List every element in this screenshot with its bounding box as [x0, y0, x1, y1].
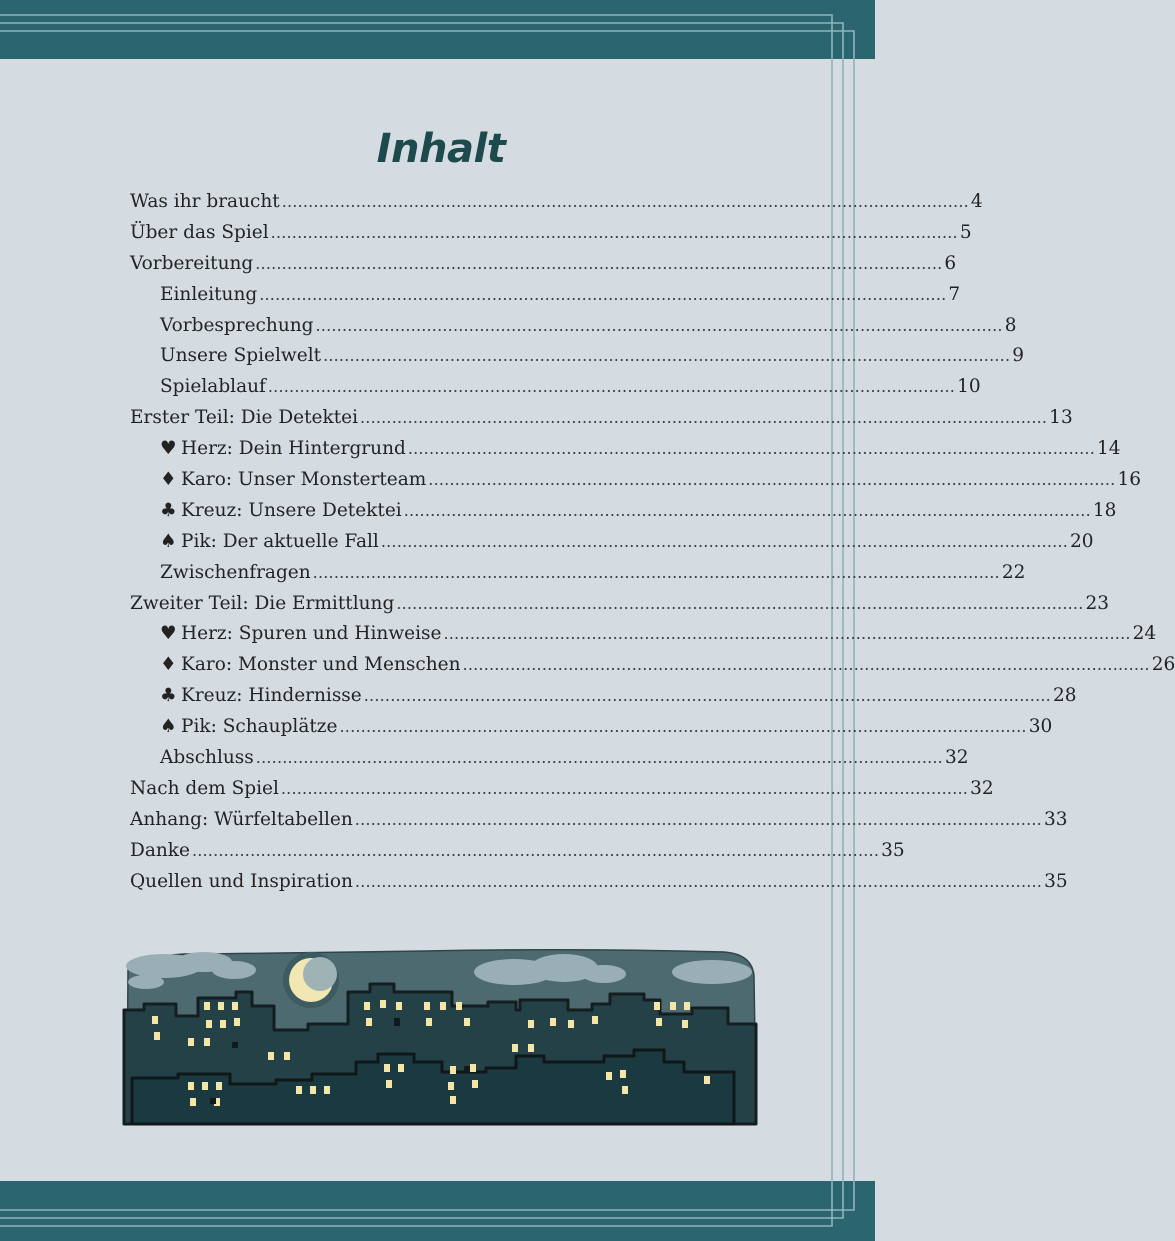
toc-page-number: 8: [1004, 314, 1017, 336]
toc-entry-title: Unsere Spielwelt: [160, 345, 322, 367]
toc-entry[interactable]: [130, 311, 1017, 342]
toc-page-number: 35: [1044, 870, 1068, 892]
dot-leader: ..................................................................................................................................: [255, 253, 943, 273]
toc-entry-title: Was ihr braucht: [130, 191, 280, 212]
dot-leader: ..................................................................................................................................: [270, 222, 958, 242]
toc-entry-title: Spielablauf: [160, 376, 266, 398]
toc-entry-label: [160, 311, 314, 342]
dot-leader: ..................................................................................................................................: [281, 192, 969, 211]
toc-entry-title: Kreuz: Hindernisse: [181, 685, 362, 707]
toc-entry-title: Vorbereitung: [130, 252, 254, 274]
dot-leader: ..................................................................................................................................: [267, 377, 956, 397]
toc-entry-title: Erster Teil: Die Detektei: [130, 407, 358, 429]
table-of-contents: [130, 187, 1175, 897]
card-suit-icon: ♣: [160, 499, 177, 521]
card-suit-icon: ♥: [160, 623, 177, 645]
toc-entry-label: [160, 712, 338, 743]
card-suit-icon: ♦: [160, 469, 177, 491]
toc-page-number: 7: [948, 283, 961, 305]
dot-leader: ..................................................................................................................................: [403, 500, 1091, 520]
dot-leader: ..................................................................................................................................: [315, 315, 1003, 335]
dot-leader: ..................................................................................................................................: [363, 686, 1051, 706]
toc-page-number: 33: [1043, 808, 1068, 830]
toc-entry[interactable]: [130, 743, 969, 774]
toc-entry[interactable]: [130, 558, 1026, 589]
dot-leader: ..................................................................................................................................: [191, 840, 880, 860]
dot-leader: ..................................................................................................................................: [354, 809, 1042, 829]
toc-page-number: 23: [1085, 592, 1110, 614]
toc-entry[interactable]: [130, 589, 1110, 620]
card-suit-icon: ♠: [160, 716, 177, 738]
dot-leader: ..................................................................................................................................: [443, 624, 1131, 644]
card-suit-icon: ♠: [160, 530, 177, 552]
toc-page-number: 26: [1151, 654, 1175, 676]
toc-entry-label: [130, 218, 269, 249]
toc-entry[interactable]: [130, 341, 1025, 372]
toc-entry-title: Nach dem Spiel: [130, 777, 279, 799]
toc-entry-title: Kreuz: Unsere Detektei: [181, 499, 402, 521]
toc-entry-title: Herz: Spuren und Hinweise: [181, 623, 442, 645]
toc-entry[interactable]: [130, 650, 1175, 681]
toc-entry-title: Karo: Unser Monsterteam: [181, 469, 427, 491]
toc-page-number: 28: [1052, 685, 1077, 707]
toc-entry-label: [130, 589, 394, 620]
dot-leader: ..................................................................................................................................: [380, 531, 1069, 551]
toc-entry-label: [160, 434, 406, 465]
toc-entry[interactable]: [130, 280, 961, 311]
toc-page-number: 22: [1001, 561, 1026, 583]
toc-entry-label: [160, 527, 379, 558]
toc-entry-label: [160, 619, 441, 650]
toc-entry-label: [130, 187, 280, 218]
toc-entry-label: [130, 403, 358, 434]
toc-entry-title: Einleitung: [160, 283, 258, 305]
toc-entry[interactable]: [130, 681, 1077, 712]
toc-page-number: 30: [1028, 716, 1053, 738]
dot-leader: ..................................................................................................................................: [360, 408, 1048, 428]
dot-leader: ..................................................................................................................................: [396, 593, 1084, 613]
toc-entry-label: [160, 743, 254, 774]
toc-entry[interactable]: [130, 836, 905, 867]
card-suit-icon: ♦: [160, 654, 177, 676]
toc-entry[interactable]: [130, 465, 1142, 496]
toc-entry-title: Vorbesprechung: [160, 314, 314, 336]
toc-entry[interactable]: [130, 867, 1068, 898]
toc-entry[interactable]: [130, 619, 1157, 650]
toc-page-number: 4: [970, 191, 983, 212]
dot-leader: ..................................................................................................................................: [428, 470, 1116, 490]
toc-entry-title: Zweiter Teil: Die Ermittlung: [130, 592, 395, 614]
toc-entry-title: Danke: [130, 839, 190, 861]
toc-entry-title: Pik: Der aktuelle Fall: [181, 530, 379, 552]
toc-entry-title: Quellen und Inspiration: [130, 870, 353, 892]
toc-entry-label: [160, 372, 266, 403]
toc-entry-title: Zwischenfragen: [160, 561, 311, 583]
card-suit-icon: ♥: [160, 438, 177, 460]
dot-leader: ..................................................................................................................................: [312, 562, 1000, 582]
toc-page-number: 10: [957, 376, 981, 398]
toc-entry[interactable]: [130, 805, 1068, 836]
toc-entry-label: [160, 496, 402, 527]
toc-entry-label: [160, 681, 362, 712]
dot-leader: ..................................................................................................................................: [280, 778, 969, 798]
toc-entry-label: [130, 836, 190, 867]
toc-entry[interactable]: [130, 372, 981, 403]
toc-entry-title: Karo: Monster und Menschen: [181, 654, 461, 676]
toc-page-number: 35: [881, 839, 905, 861]
page-title: Inhalt: [376, 126, 506, 172]
card-suit-icon: ♣: [160, 685, 177, 707]
toc-entry[interactable]: [130, 712, 1053, 743]
toc-page-number: 32: [970, 777, 994, 799]
toc-page-number: 32: [944, 747, 969, 769]
toc-entry-label: [160, 558, 311, 589]
toc-page-number: 13: [1049, 407, 1073, 429]
toc-entry-label: [160, 465, 426, 496]
toc-entry-title: Über das Spiel: [130, 221, 269, 243]
toc-entry-label: [160, 280, 257, 311]
toc-page-number: 18: [1092, 499, 1117, 521]
dot-leader: ..................................................................................................................................: [259, 284, 947, 304]
toc-entry-title: Pik: Schauplätze: [181, 716, 338, 738]
dot-leader: ..................................................................................................................................: [407, 439, 1095, 459]
toc-entry[interactable]: [130, 496, 1117, 527]
toc-entry-label: [130, 805, 353, 836]
toc-entry-title: Anhang: Würfeltabellen: [130, 808, 353, 830]
toc-entry[interactable]: [130, 434, 1121, 465]
toc-entry-title: Abschluss: [160, 747, 254, 769]
toc-page-number: 14: [1097, 438, 1121, 460]
toc-page-number: 6: [944, 252, 957, 274]
dot-leader: ..................................................................................................................................: [323, 346, 1011, 366]
dot-leader: ..................................................................................................................................: [339, 717, 1027, 737]
toc-page-number: 16: [1117, 469, 1142, 491]
toc-entry-label: [130, 867, 353, 898]
night-city-illustration: [124, 946, 758, 1124]
toc-entry-label: [130, 249, 253, 280]
dot-leader: ..................................................................................................................................: [354, 871, 1043, 891]
toc-entry[interactable]: [130, 187, 983, 218]
toc-entry-title: Herz: Dein Hintergrund: [181, 438, 406, 460]
toc-page-number: 5: [959, 221, 972, 243]
toc-entry-label: [160, 341, 321, 372]
toc-page-number: 24: [1132, 623, 1157, 645]
toc-entry-label: [130, 774, 279, 805]
toc-entry[interactable]: [130, 249, 957, 280]
toc-entry[interactable]: [130, 218, 972, 249]
toc-page-number: 20: [1070, 530, 1094, 552]
toc-page-number: 9: [1012, 345, 1025, 367]
toc-entry[interactable]: [130, 774, 994, 805]
toc-entry-label: [160, 650, 461, 681]
dot-leader: ..................................................................................................................................: [255, 748, 943, 768]
dot-leader: ..................................................................................................................................: [462, 655, 1150, 675]
toc-entry[interactable]: [130, 527, 1094, 558]
toc-entry[interactable]: [130, 403, 1073, 434]
